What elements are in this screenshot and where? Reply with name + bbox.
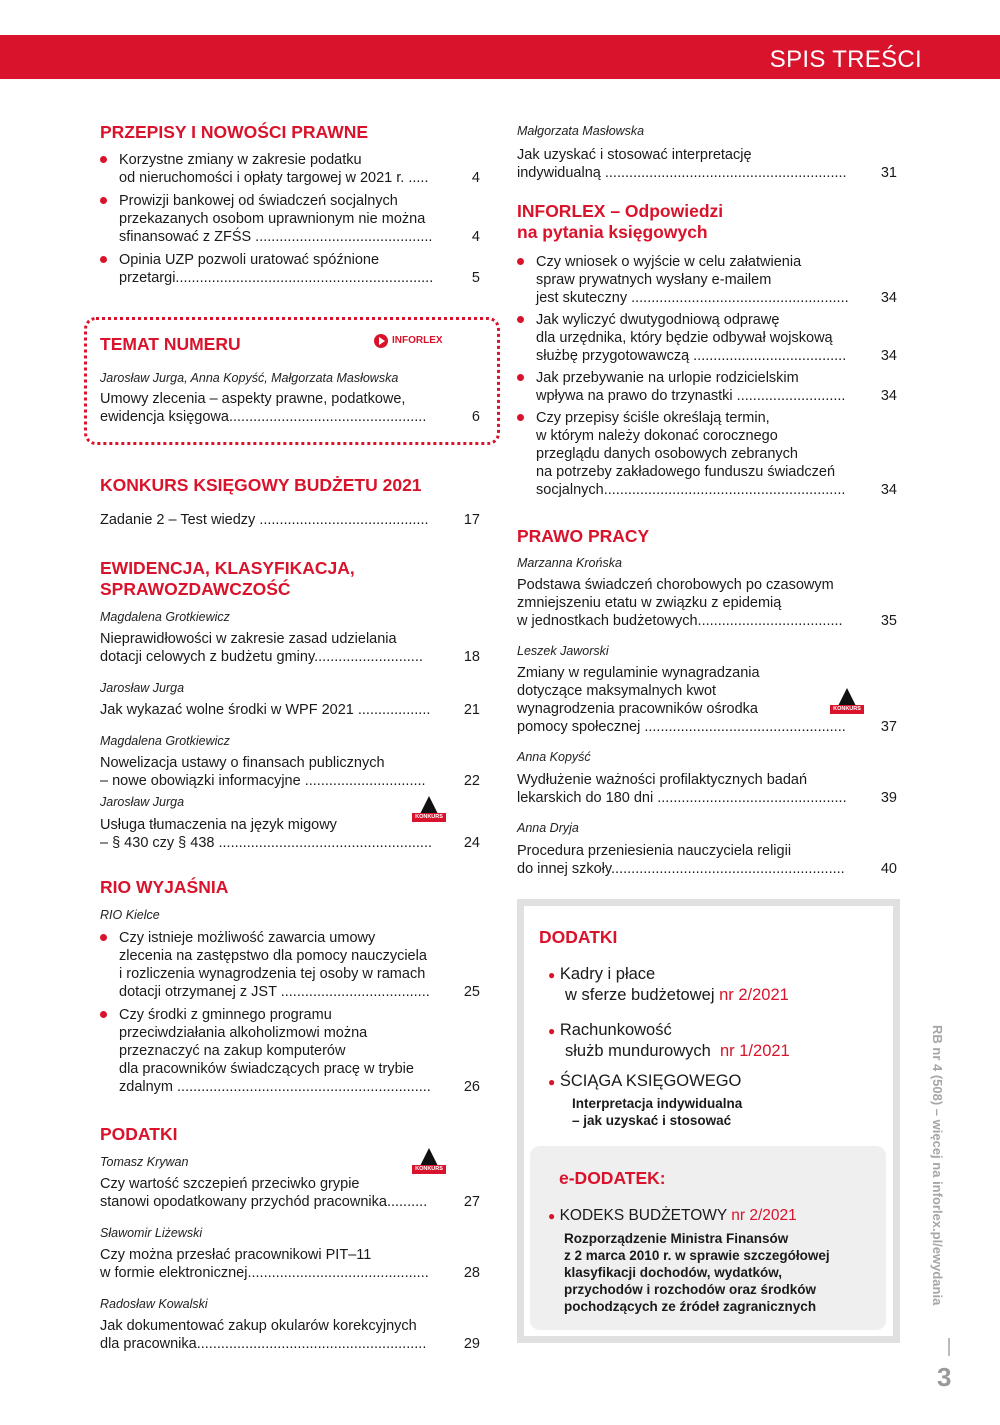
toc-entry[interactable]: Procedura przeniesienia nauczyciela religii do innej szkoły.......................................................... 40 bbox=[517, 843, 897, 877]
przepisy-list bbox=[100, 151, 480, 287]
left-column bbox=[100, 120, 480, 287]
author: Radosław Kowalski bbox=[100, 1297, 208, 1311]
temat-numeru-box bbox=[84, 317, 500, 445]
edodatek-description: Rozporządzenie Ministra Finansów z 2 marca 2010 r. w sprawie szczegółowej klasyfikacji dochodów, wydatków, przychodów i rozchodów oraz środków pochodzących ze źródeł zagranicznych bbox=[564, 1231, 830, 1314]
toc-entry[interactable]: Jak przebywanie na urlopie rodzicielskim wpływa na prawo do trzynastki ........................... 34 bbox=[517, 369, 897, 405]
page-number: 39 bbox=[880, 790, 897, 806]
toc-entry[interactable]: Zadanie 2 – Test wiedzy .......................................... 17 bbox=[100, 512, 480, 528]
author: Jarosław Jurga bbox=[100, 795, 185, 809]
page-number: 31 bbox=[880, 165, 897, 181]
page-number: 4 bbox=[471, 170, 480, 186]
toc-entry[interactable]: Nowelizacja ustawy o finansach publicznych – nowe obowiązki informacyjne .............................. 22 bbox=[100, 755, 480, 789]
konkurs-section bbox=[100, 475, 480, 529]
page-number: 28 bbox=[463, 1265, 480, 1281]
section-title-prawo: PRAWO PRACY bbox=[517, 526, 650, 546]
page-number: 25 bbox=[463, 984, 480, 1000]
toc-entry[interactable]: Opinia UZP pozwoli uratować spóźnione przetargi................................................................ 5 bbox=[100, 251, 480, 287]
toc-entry[interactable]: Zmiany w regulaminie wynagradzania dotyczące maksymalnych kwot wynagrodzenia pracowników ośrodka pomocy społecznej .................................................. 37 bbox=[517, 665, 897, 735]
section-title-inforlex-2: na pytania księgowych bbox=[517, 222, 708, 242]
side-footer-text: RB nr 4 (508) – więcej na inforlex.pl/ewydania bbox=[930, 1025, 945, 1306]
page-number: 21 bbox=[463, 702, 480, 718]
section-title-temat: TEMAT NUMERU bbox=[100, 334, 241, 354]
toc-entry[interactable]: Umowy zlecenia – aspekty prawne, podatkowe, ewidencja księgowa................................................. 6 bbox=[100, 391, 480, 425]
author: Magdalena Grotkiewicz bbox=[100, 734, 230, 748]
rio-section bbox=[100, 877, 480, 1096]
page-number: 34 bbox=[880, 348, 897, 364]
konkurs-badge-icon: KONKURS bbox=[830, 688, 864, 722]
author: Jarosław Jurga bbox=[100, 681, 185, 695]
inforlex-list bbox=[517, 253, 897, 499]
toc-entry[interactable]: Czy środki z gminnego programu przeciwdziałania alkoholizmowi można przeznaczyć na zakup komputerów dla pracowników świadczących pracę w trybie zdalnym ............................................................... 26 bbox=[100, 1006, 480, 1096]
author: Jarosław Jurga, Anna Kopyść, Małgorzata Masłowska bbox=[100, 371, 399, 385]
section-title-inforlex-1: INFORLEX – Odpowiedzi bbox=[517, 201, 724, 221]
author: Tomasz Krywan bbox=[100, 1155, 189, 1169]
page-number: 40 bbox=[880, 861, 897, 877]
page-number: 27 bbox=[463, 1194, 480, 1210]
section-title-ewidencja-1: EWIDENCJA, KLASYFIKACJA, bbox=[100, 558, 355, 578]
play-icon bbox=[374, 334, 388, 348]
toc-entry[interactable]: Jak wykazać wolne środki w WPF 2021 .................. 21 bbox=[100, 702, 480, 718]
page-number: 35 bbox=[880, 613, 897, 629]
author: Małgorzata Masłowska bbox=[517, 124, 645, 138]
page-number: 4 bbox=[471, 229, 480, 245]
edodatek-box bbox=[530, 1146, 886, 1330]
toc-entry[interactable]: Czy przepisy ściśle określają termin, w którym należy dokonać corocznego przeglądu danych osobowych zebranych na potrzeby zakładowego funduszu świadczeń socjalnych............................................................ 34 bbox=[517, 409, 897, 499]
dodatek-sciaga[interactable]: ● ŚCIĄGA KSIĘGOWEGO Interpretacja indywidualna – jak uzyskać i stosować bbox=[548, 1072, 743, 1128]
section-title-przepisy: PRZEPISY I NOWOŚCI PRAWNE bbox=[100, 122, 369, 142]
konkurs-badge-icon: KONKURS bbox=[412, 1148, 446, 1182]
page-number: 34 bbox=[880, 388, 897, 404]
toc-entry[interactable]: Jak wyliczyć dwutygodniową odprawę dla urzędnika, który będzie odbywał wojskową służbę przygotowawczą ...................................... 34 bbox=[517, 311, 897, 365]
page-number: 22 bbox=[463, 773, 480, 789]
page-number: 17 bbox=[463, 512, 480, 528]
toc-entry[interactable]: Czy można przesłać pracownikowi PIT–11 w formie elektronicznej............................................. 28 bbox=[100, 1247, 480, 1281]
page-number: 6 bbox=[471, 409, 480, 425]
toc-entry[interactable]: Czy wniosek o wyjście w celu załatwienia spraw prywatnych wysłany e-mailem jest skuteczny ...................................................... 34 bbox=[517, 253, 897, 307]
page-number: 34 bbox=[880, 482, 897, 498]
author: Marzanna Krońska bbox=[517, 556, 622, 570]
dodatek-kadry[interactable]: ● Kadry i płace w sferze budżetowej nr 2/2021 bbox=[548, 965, 789, 1004]
bullet-icon: ● bbox=[548, 1209, 556, 1223]
toc-entry[interactable]: Usługa tłumaczenia na język migowy – § 430 czy § 438 ..................................................... 24 bbox=[100, 817, 480, 851]
toc-entry[interactable]: Czy wartość szczepień przeciwko grypie stanowi opodatkowany przychód pracownika.......... 27 bbox=[100, 1176, 480, 1210]
bullet-icon: ● bbox=[548, 1024, 556, 1038]
divider bbox=[948, 1338, 950, 1356]
page-number-footer: 3 bbox=[937, 1362, 952, 1392]
section-title-konkurs: KONKURS KSIĘGOWY BUDŻETU 2021 bbox=[100, 475, 422, 495]
toc-entry[interactable]: Jak uzyskać i stosować interpretację indywidualną ............................................................ 31 bbox=[517, 147, 897, 181]
toc-entry[interactable]: Prowizji bankowej od świadczeń socjalnych przekazanych osobom uprawnionym nie można sfinansować z ZFŚS ............................................ 4 bbox=[100, 192, 480, 246]
page-number: 26 bbox=[463, 1079, 480, 1095]
bullet-icon: ● bbox=[548, 1075, 556, 1089]
page-number: 37 bbox=[880, 719, 897, 735]
dodatki-title: DODATKI bbox=[539, 927, 618, 947]
page-number: 29 bbox=[463, 1336, 480, 1352]
page-number: 34 bbox=[880, 290, 897, 306]
section-title-ewidencja-2: SPRAWOZDAWCZOŚĆ bbox=[100, 579, 291, 599]
header-bar bbox=[0, 35, 1000, 79]
page-number: 5 bbox=[471, 270, 480, 286]
dodatek-rachunkowosc[interactable]: ● Rachunkowość służb mundurowych nr 1/2021 bbox=[548, 1021, 790, 1060]
konkurs-badge-icon: KONKURS bbox=[412, 796, 446, 830]
toc-entry[interactable]: Czy istnieje możliwość zawarcia umowy zlecenia na zastępstwo dla pomocy nauczyciela i rozliczenia wynagrodzenia tej osoby w ramach dotacji otrzymanej z JST ..................................... 25 bbox=[100, 929, 480, 1001]
author: RIO Kielce bbox=[100, 908, 160, 922]
inforlex-tag: INFORLEX bbox=[374, 332, 443, 350]
author: Anna Dryja bbox=[517, 821, 579, 835]
toc-entry[interactable]: Nieprawidłowości w zakresie zasad udzielania dotacji celowych z budżetu gminy........................... 18 bbox=[100, 631, 480, 665]
author: Magdalena Grotkiewicz bbox=[100, 610, 230, 624]
toc-entry[interactable]: Wydłużenie ważności profilaktycznych badań lekarskich do 180 dni ............................................... 39 bbox=[517, 772, 897, 806]
page-title: SPIS TREŚCI bbox=[769, 46, 922, 73]
section-title-rio: RIO WYJAŚNIA bbox=[100, 877, 229, 897]
edodatek-title: e-DODATEK: bbox=[559, 1168, 666, 1188]
right-column bbox=[517, 120, 897, 878]
toc-entry[interactable]: Korzystne zmiany w zakresie podatku od nieruchomości i opłaty targowej w 2021 r. ..... 4 bbox=[100, 151, 480, 187]
page-number: 24 bbox=[463, 835, 480, 851]
bullet-icon: ● bbox=[548, 968, 556, 982]
author: Anna Kopyść bbox=[517, 750, 591, 764]
edodatek-kodeks[interactable]: ● KODEKS BUDŻETOWY nr 2/2021 bbox=[548, 1207, 797, 1224]
author: Leszek Jaworski bbox=[517, 644, 609, 658]
toc-entry[interactable]: Podstawa świadczeń chorobowych po czasowym zmniejszeniu etatu w związku z epidemią w jednostkach budżetowych.................................... 35 bbox=[517, 577, 897, 629]
section-title-podatki: PODATKI bbox=[100, 1124, 178, 1144]
page-number: 18 bbox=[463, 649, 480, 665]
toc-entry[interactable]: Jak dokumentować zakup okularów korekcyjnych dla pracownika......................................................... 29 bbox=[100, 1318, 480, 1352]
author: Sławomir Liżewski bbox=[100, 1226, 203, 1240]
